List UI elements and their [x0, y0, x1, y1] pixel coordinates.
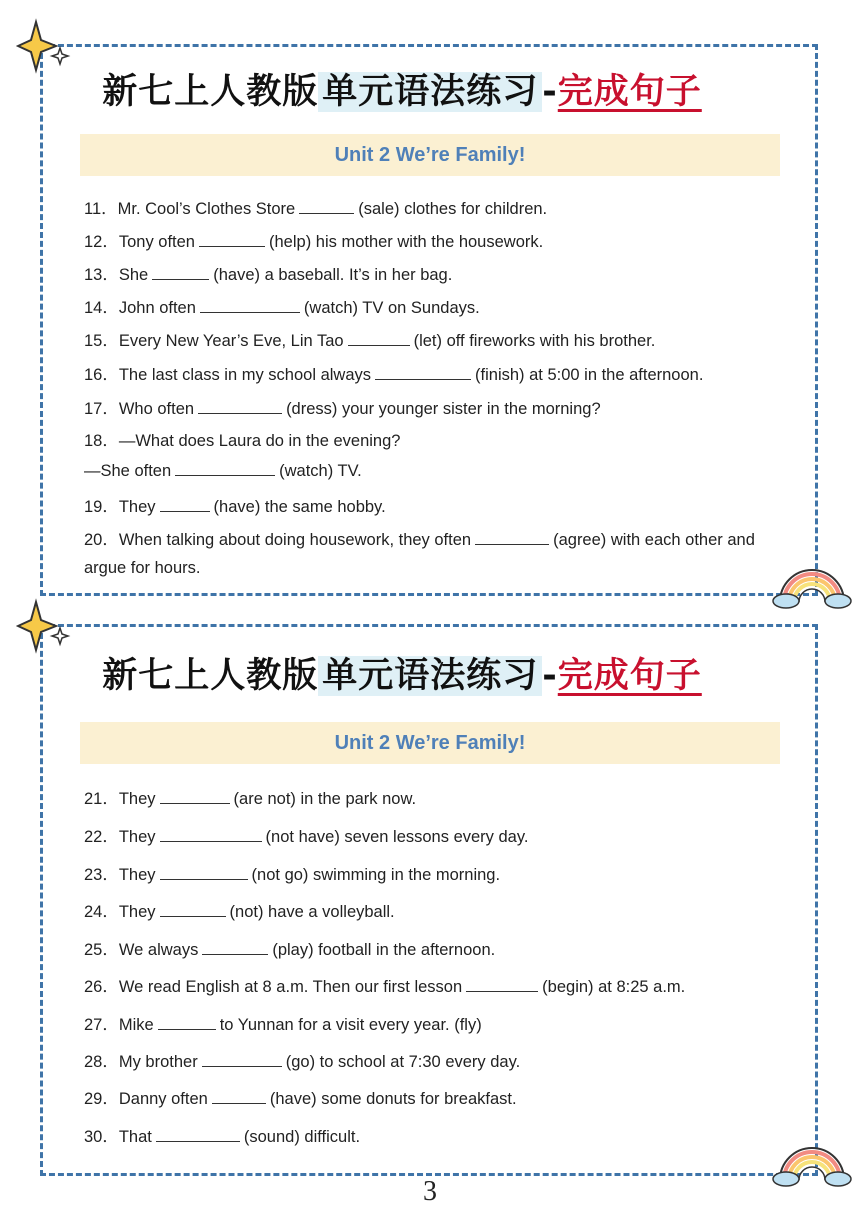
- question-19: 19．They (have) the same hobby.: [84, 498, 386, 516]
- question-20: 20．When talking about doing housework, they often (agree) with each other and argue for hours.: [84, 531, 755, 577]
- question-15: 15．Every New Year’s Eve, Lin Tao (let) off fireworks with his brother.: [84, 332, 656, 350]
- title-plain: 新七上人教版: [102, 656, 319, 696]
- question-18-answer: —She often (watch) TV.: [84, 462, 362, 480]
- title-highlight: 单元语法练习: [318, 656, 542, 696]
- question-18: 18．—What does Laura do in the evening?: [84, 432, 401, 450]
- title-red: 完成句子: [557, 72, 702, 112]
- question-28: 28．My brother (go) to school at 7:30 every day.: [84, 1053, 521, 1071]
- question-30: 30．That (sound) difficult.: [84, 1128, 361, 1146]
- question-22: 22．They (not have) seven lessons every day.: [84, 828, 529, 846]
- question-14: 14．John often (watch) TV on Sundays.: [84, 299, 480, 317]
- title-dash: -: [542, 656, 558, 696]
- question-24: 24．They (not) have a volleyball.: [84, 903, 395, 921]
- title-red: 完成句子: [557, 656, 702, 696]
- worksheet-title: [52, 644, 752, 708]
- unit-banner: Unit 2 We’re Family!: [80, 134, 780, 176]
- question-29: 29．Danny often (have) some donuts for breakfast.: [84, 1090, 517, 1108]
- question-21: 21．They (are not) in the park now.: [84, 790, 417, 808]
- question-13: 13．She (have) a baseball. It’s in her bag.: [84, 266, 453, 284]
- worksheet-title: [52, 60, 752, 124]
- question-26: 26．We read English at 8 a.m. Then our first lesson (begin) at 8:25 a.m.: [84, 978, 686, 996]
- unit-banner: Unit 2 We’re Family!: [80, 722, 780, 764]
- question-16: 16．The last class in my school always (finish) at 5:00 in the afternoon.: [84, 366, 704, 384]
- title-dash: -: [542, 72, 558, 112]
- question-17: 17．Who often (dress) your younger sister in the morning?: [84, 400, 601, 418]
- question-27: 27．Mike to Yunnan for a visit every year. (fly): [84, 1016, 482, 1034]
- question-25: 25．We always (play) football in the afternoon.: [84, 941, 496, 959]
- title-highlight: 单元语法练习: [318, 72, 542, 112]
- question-12: 12．Tony often (help) his mother with the housework.: [84, 233, 544, 251]
- page-number: 3: [423, 1176, 437, 1207]
- title-plain: 新七上人教版: [102, 72, 319, 112]
- rainbow-cloud-icon: [772, 558, 852, 610]
- question-11: 11．Mr. Cool’s Clothes Store (sale) clothes for children.: [84, 200, 548, 218]
- question-23: 23．They (not go) swimming in the morning.: [84, 866, 501, 884]
